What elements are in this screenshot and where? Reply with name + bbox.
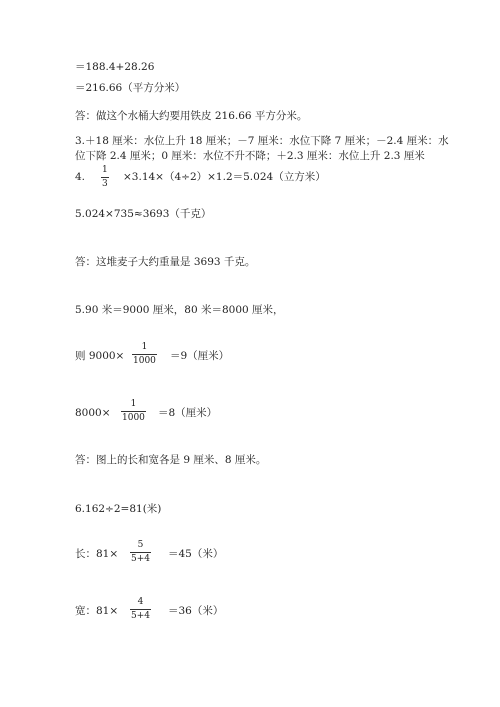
- problem-4-prefix: 4.: [75, 171, 86, 183]
- problem-5-width-result: ＝8（厘米）: [158, 407, 218, 419]
- calc-line-2: ＝216.66（平方分米）: [75, 82, 186, 94]
- calc-line-1: ＝188.4+28.26: [75, 61, 155, 73]
- problem-5-length-result: ＝9（厘米）: [170, 350, 230, 362]
- fraction-numerator: 4: [137, 597, 144, 607]
- problem-6-half: 6.162÷2=81(米): [75, 503, 162, 515]
- fraction-one-thousandth: [121, 399, 146, 424]
- fraction-one-third: [101, 165, 109, 190]
- problem-3-line-1: 3.＋18 厘米：水位上升 18 厘米；－7 厘米：水位下降 7 厘米；－2.4 厘米：水: [75, 135, 449, 147]
- problem-6-width-result: ＝36（米）: [168, 605, 224, 617]
- problem-3-line-2: 位下降 2.4 厘米；0 厘米：水位不升不降；＋2.3 厘米：水位上升 2.3 厘米: [75, 150, 425, 162]
- fraction-denominator: 5+4: [131, 611, 150, 621]
- problem-5-conversion: 5.90 米＝9000 厘米，80 米＝8000 厘米，: [75, 304, 284, 316]
- problem-5-width-prefix: 8000×: [75, 407, 111, 419]
- fraction-bar: [101, 177, 109, 178]
- fraction-bar: [130, 552, 151, 553]
- answer-line-bucket: 答：做这个水桶大约要用铁皮 216.66 平方分米。: [75, 110, 308, 122]
- problem-6-length-result: ＝45（米）: [168, 548, 224, 560]
- fraction-four-ninths: [130, 597, 151, 622]
- fraction-denominator: 5+4: [131, 554, 150, 564]
- fraction-numerator: 5: [137, 540, 144, 550]
- weight-calc-line: 5.024×735≈3693（千克）: [75, 208, 212, 220]
- fraction-bar: [121, 411, 146, 412]
- fraction-one-thousandth: [132, 342, 157, 367]
- problem-6-length-prefix: 长：81×: [75, 548, 119, 560]
- fraction-denominator: 1000: [122, 413, 145, 423]
- fraction-bar: [130, 609, 151, 610]
- fraction-five-ninths: [130, 540, 151, 565]
- problem-6-width-prefix: 宽：81×: [75, 605, 119, 617]
- fraction-denominator: 3: [102, 179, 108, 189]
- fraction-denominator: 1000: [133, 356, 156, 366]
- fraction-bar: [132, 354, 157, 355]
- answer-line-map: 答：图上的长和宽各是 9 厘米、8 厘米。: [75, 454, 267, 466]
- problem-5-length-prefix: 则 9000×: [75, 350, 125, 362]
- fraction-numerator: 1: [102, 165, 108, 175]
- answer-line-wheat: 答：这堆麦子大约重量是 3693 千克。: [75, 256, 256, 268]
- problem-4-formula: ×3.14×（4÷2）×1.2＝5.024（立方米）: [123, 171, 326, 183]
- fraction-numerator: 1: [130, 399, 137, 409]
- fraction-numerator: 1: [141, 342, 148, 352]
